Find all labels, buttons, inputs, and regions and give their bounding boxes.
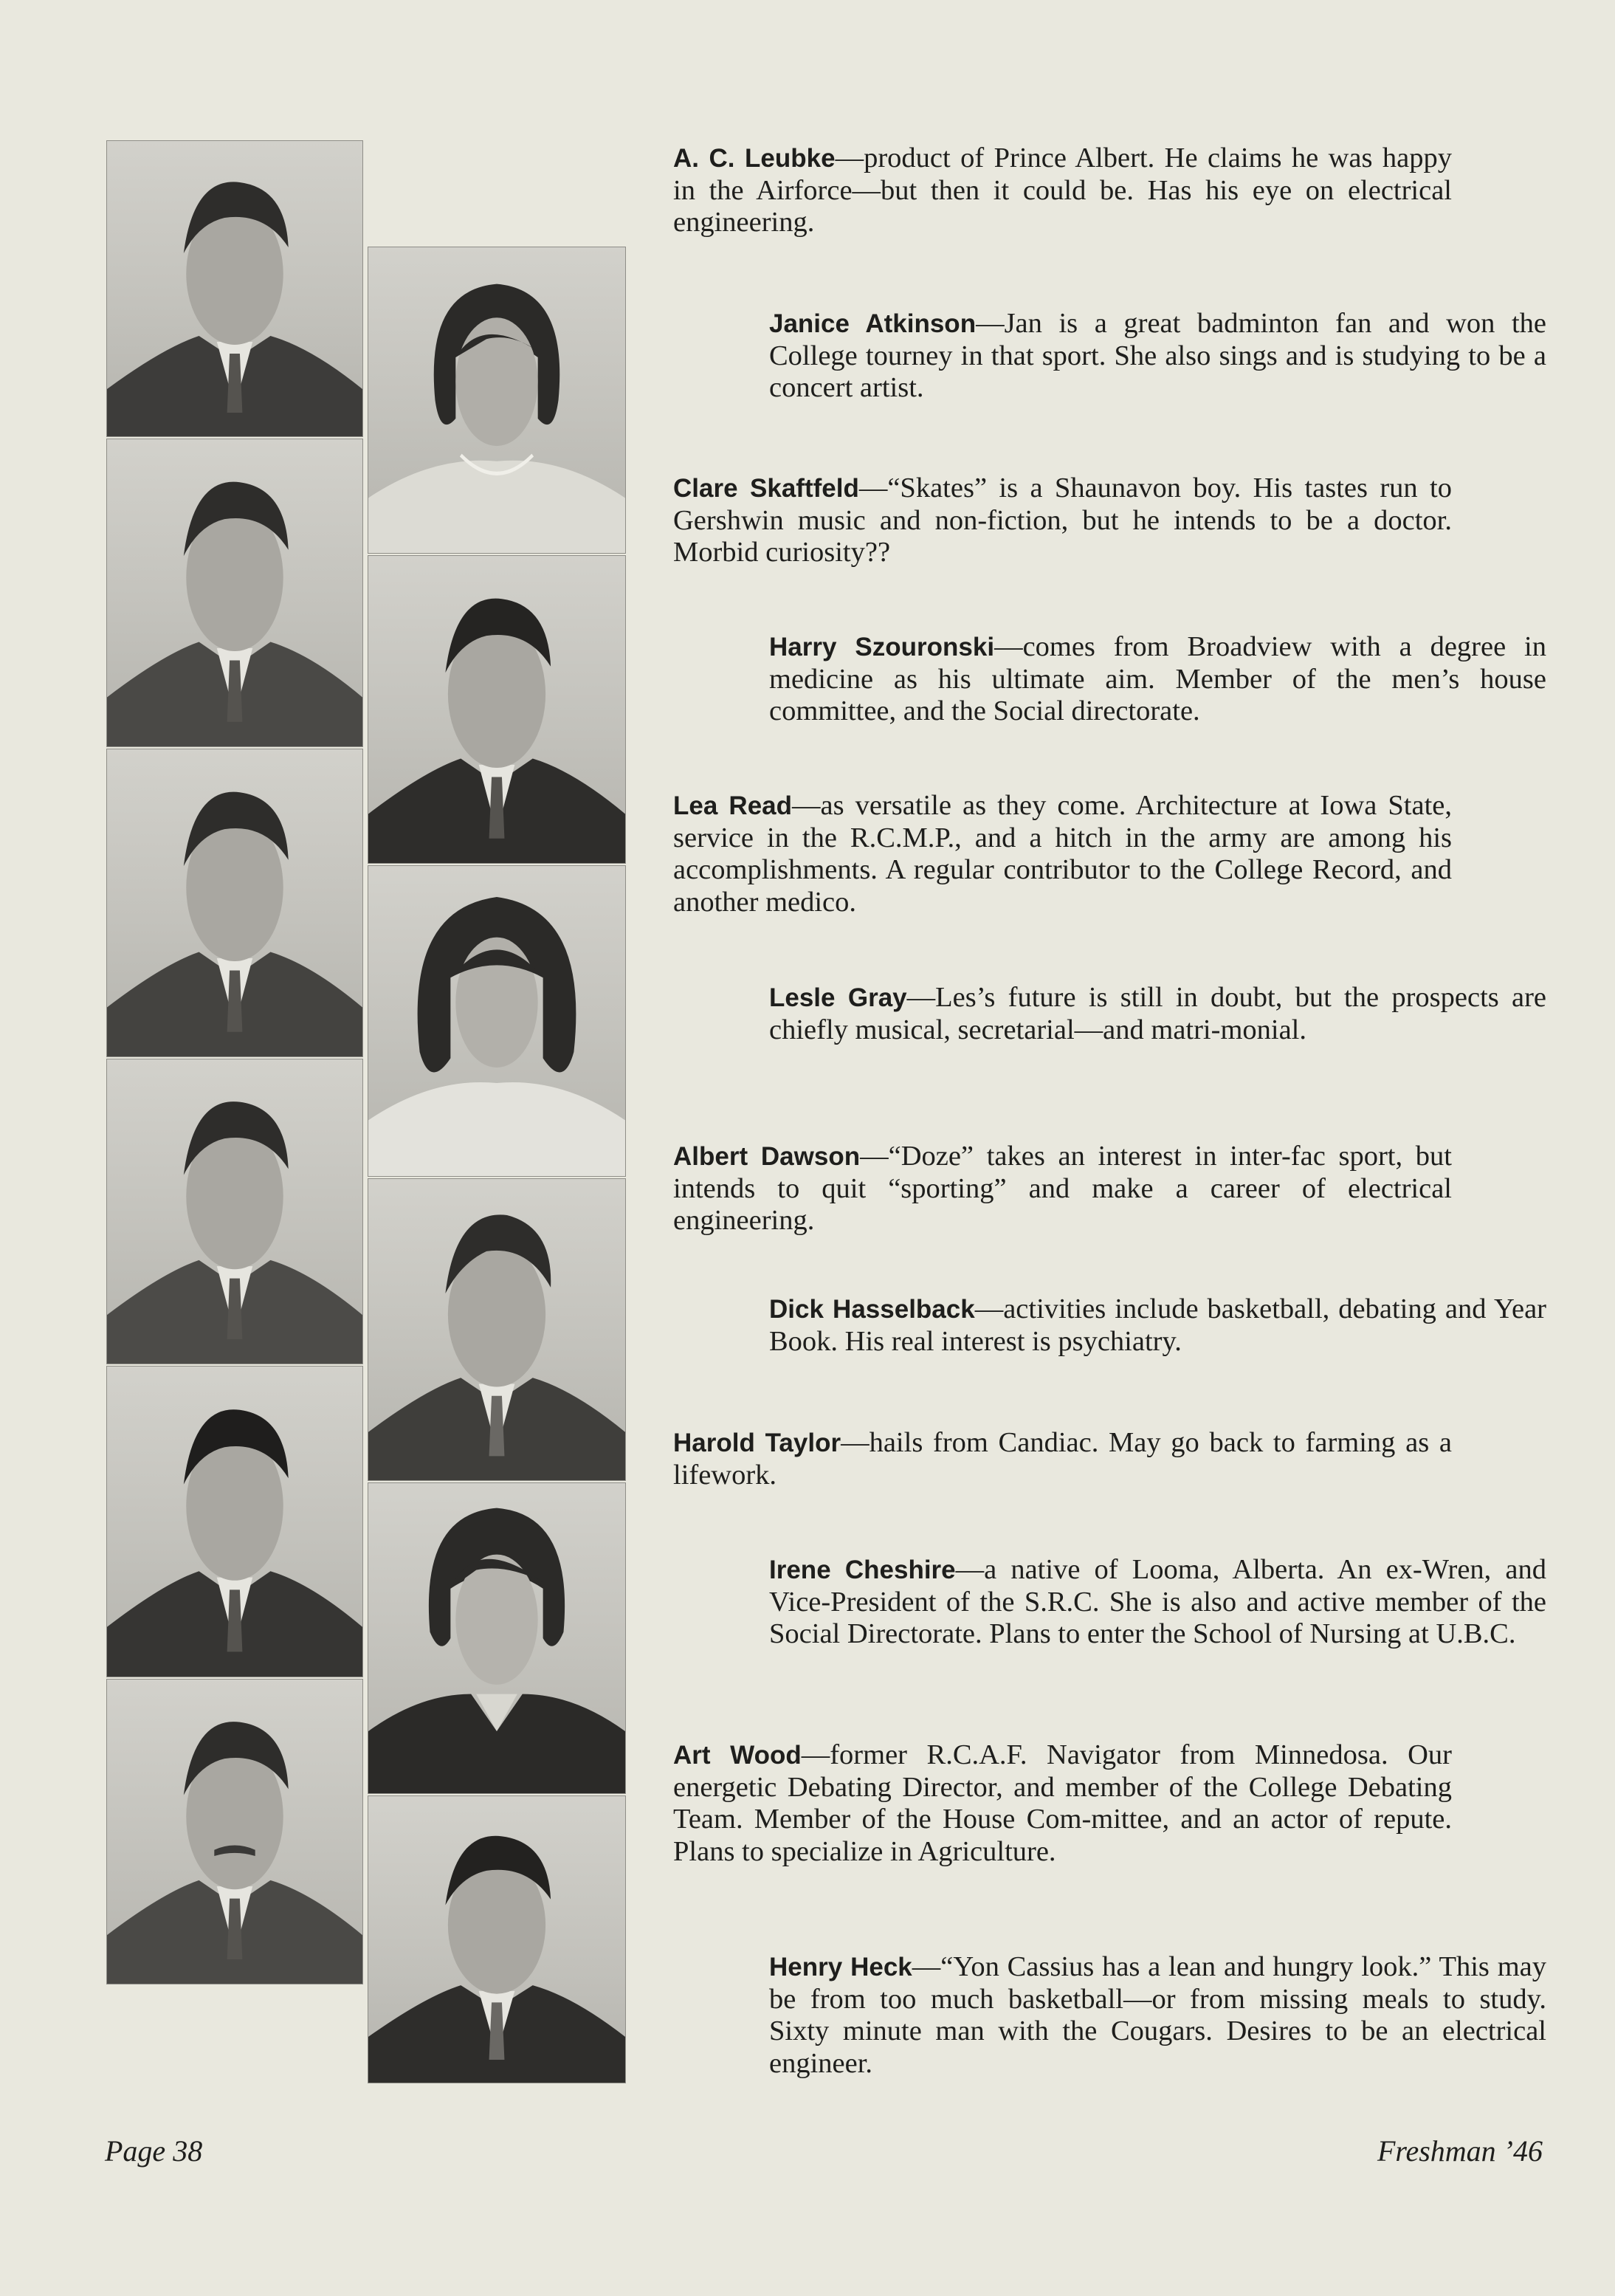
bio-text: —comes from Broadview with a degree in medicine as his ultimate aim. Member of the men’s house committee, and the Social directorate. <box>769 631 1546 726</box>
bio-entry <box>673 142 1452 239</box>
bio-name: Harry Szouronski <box>769 633 995 661</box>
bio-name: Albert Dawson <box>673 1142 861 1171</box>
bio-name: Lea Read <box>673 791 793 820</box>
portrait-photo <box>368 865 626 1177</box>
bio-name: Henry Heck <box>769 1953 912 1981</box>
bio-text: —hails from Candiac. May go back to farming as a lifework. <box>673 1427 1452 1491</box>
page-number: Page 38 <box>105 2134 203 2168</box>
bio-text: —“Doze” takes an interest in inter-fac sport, but intends to quit “sporting” and make a career of electrical engineering. <box>673 1141 1452 1236</box>
bio-entry <box>769 982 1546 1046</box>
publication-title: Freshman ’46 <box>1377 2134 1543 2168</box>
bio-text: —“Yon Cassius has a lean and hungry look.” This may be from too much basketball—or from missing meals to study. Sixty minute man with the Cougars. Desires to be an electrical engineer. <box>769 1951 1546 2079</box>
bio-text: —as versatile as they come. Architecture at Iowa State, service in the R.C.M.P., and a hitch in the army are among his accomplishments. A regular contributor to the College Record, and another medico. <box>673 790 1453 918</box>
bio-text: —product of Prince Albert. He claims he was happy in the Airforce—but then it could be. Has his eye on electrical engineering. <box>673 142 1452 238</box>
portrait-photo <box>106 1679 363 1984</box>
bio-name: A. C. Leubke <box>673 144 836 173</box>
bio-entry <box>673 1141 1452 1237</box>
bio-entry <box>673 790 1452 918</box>
bio-name: Irene Cheshire <box>769 1556 956 1584</box>
portrait-photo <box>368 1178 626 1481</box>
bio-name: Art Wood <box>673 1741 802 1770</box>
bio-entry <box>769 308 1546 405</box>
portrait-photo <box>368 555 626 864</box>
bio-entry <box>673 1427 1452 1491</box>
portrait-photo <box>106 1059 363 1364</box>
bio-text: —Les’s future is still in doubt, but the prospects are chiefly musical, secretarial—and matri-monial. <box>769 982 1547 1045</box>
bio-text: —Jan is a great badminton fan and won the College tourney in that sport. She also sings and is studying to be a concert artist. <box>769 308 1546 403</box>
portrait-photo <box>106 1366 363 1677</box>
bio-name: Lesle Gray <box>769 983 907 1012</box>
portrait-photo <box>106 140 363 437</box>
portrait-photo <box>368 1482 626 1794</box>
bio-text: —activities include basketball, debating and Year Book. His real interest is psychiatry. <box>769 1293 1547 1357</box>
bio-entry <box>673 472 1452 569</box>
bio-entry <box>673 1739 1452 1868</box>
portrait-photo <box>106 749 363 1057</box>
bio-entry <box>769 631 1546 728</box>
bio-name: Dick Hasselback <box>769 1295 975 1324</box>
portrait-photo <box>368 247 626 554</box>
bio-entry <box>769 1293 1546 1358</box>
bio-entry <box>769 1951 1546 2080</box>
bio-text: —a native of Looma, Alberta. An ex-Wren, and Vice-President of the S.R.C. She is also and active member of the Social Directorate. Plans to enter the School of Nursing at U.B.C. <box>769 1554 1546 1649</box>
portrait-photo <box>368 1795 626 2083</box>
portrait-photo <box>106 439 363 747</box>
bio-text: —former R.C.A.F. Navigator from Minnedosa. Our energetic Debating Director, and member of the College Debating Team. Member of the House Com-mittee, and an actor of repute. Plans to specialize in Agriculture. <box>673 1739 1452 1867</box>
bio-entry <box>769 1554 1546 1651</box>
bio-name: Clare Skaftfeld <box>673 474 859 503</box>
bio-text: —“Skates” is a Shaunavon boy. His tastes run to Gershwin music and non-fiction, but he intends to be a doctor. Morbid curiosity?? <box>673 472 1452 568</box>
bio-name: Janice Atkinson <box>769 309 977 338</box>
bio-name: Harold Taylor <box>673 1429 841 1457</box>
